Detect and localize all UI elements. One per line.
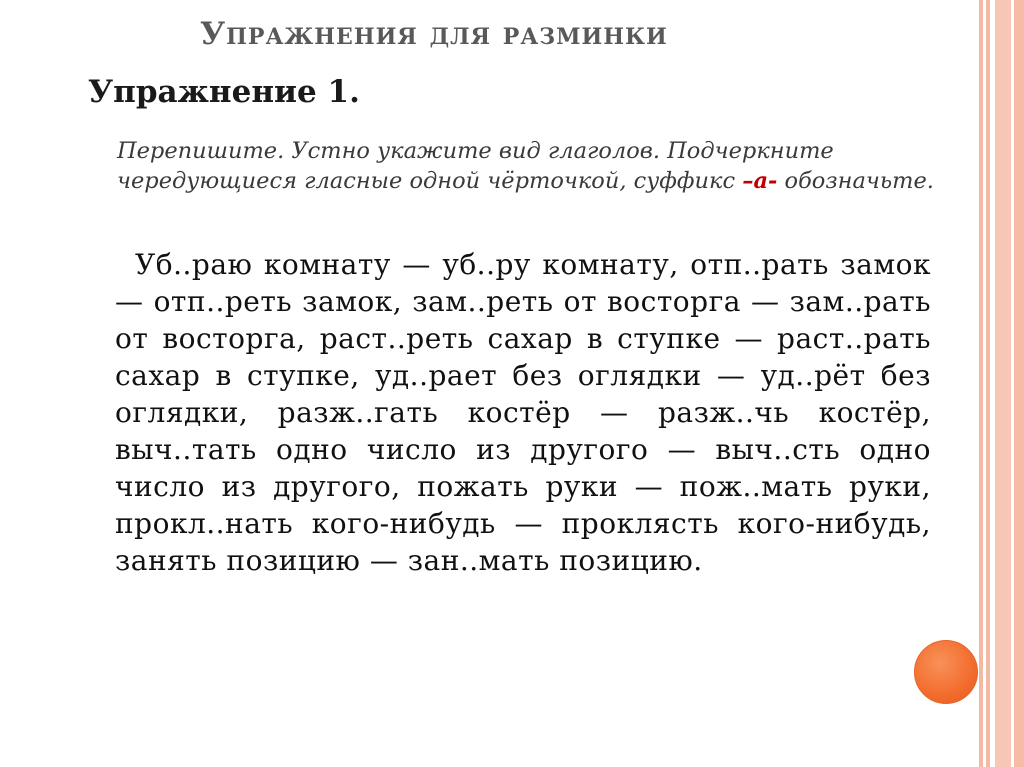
- decor-stripe: [986, 0, 990, 767]
- instruction-tail: обозначьте.: [777, 168, 934, 194]
- decor-stripe: [995, 0, 1011, 767]
- slide-title: Упражнения для разминки: [200, 16, 668, 52]
- exercise-instruction: [117, 136, 937, 196]
- instruction-text: Перепишите. Устно укажите вид глаголов. Подчеркните чередующиеся гласные одной чёрточкой, суффикс: [117, 138, 834, 194]
- instruction-suffix: –а-: [742, 168, 778, 194]
- decor-circle: [914, 640, 978, 704]
- exercise-text: Уб..раю комнату — уб..ру комнату, отп..рать замок — отп..реть замок, зам..реть от восторга — зам..рать от восторга, раст..реть сахар в ступке — раст..рать сахар в ступке, уд..рает без оглядки — уд..рёт без оглядки, разж..гать костёр — разж..чь костёр, выч..тать одно число из другого — выч..сть одно число из другого, пожать руки — пож..мать руки, прокл..нать кого-нибудь — проклясть кого-нибудь, занять позицию — зан..мать позицию.: [115, 248, 931, 577]
- exercise-heading: Упражнение 1.: [88, 74, 360, 110]
- decor-stripe: [1014, 0, 1024, 767]
- decor-stripe: [979, 0, 983, 767]
